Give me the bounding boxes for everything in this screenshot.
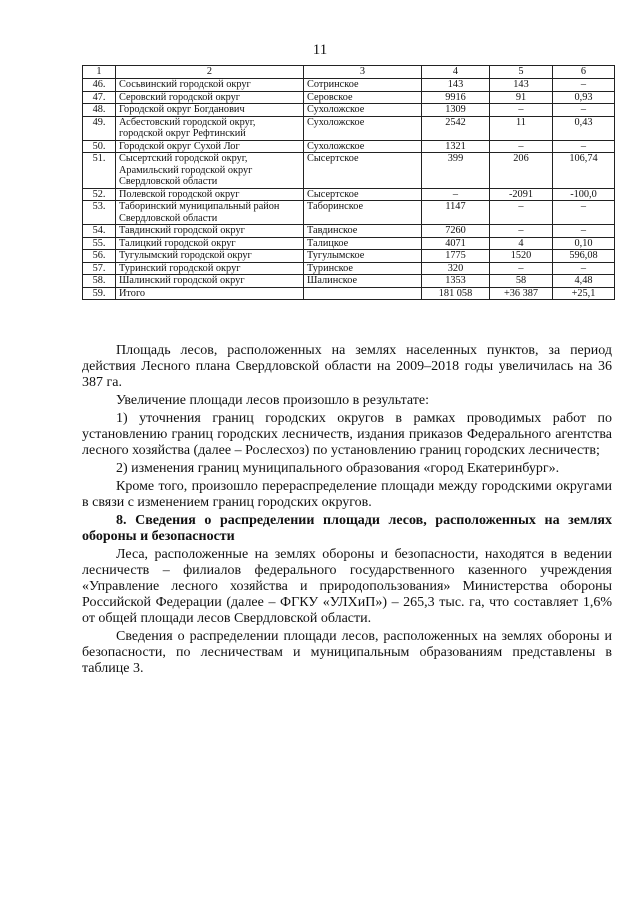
table-cell: 50. xyxy=(83,140,116,153)
table-cell: – xyxy=(422,188,490,201)
table-cell: 596,08 xyxy=(553,250,615,263)
table-cell: Тавдинский городской округ xyxy=(116,225,304,238)
table-cell: 0,43 xyxy=(553,116,615,140)
table-cell: 53. xyxy=(83,201,116,225)
table-cell: 1321 xyxy=(422,140,490,153)
table-row xyxy=(83,140,615,153)
table-cell: – xyxy=(490,201,553,225)
table-row xyxy=(83,201,615,225)
table-cell: 91 xyxy=(490,91,553,104)
table-row xyxy=(83,79,615,92)
table-row xyxy=(83,275,615,288)
table-row xyxy=(83,104,615,117)
forest-area-table xyxy=(82,65,615,300)
column-header: 5 xyxy=(490,66,553,79)
column-header: 1 xyxy=(83,66,116,79)
column-header: 2 xyxy=(116,66,304,79)
paragraph: 1) уточнения границ городских округов в рамках проводимых работ по установлению границ городских лесничеств, издания приказов Федерального агентства лесного хозяйства (далее – Рослесхоз) по установлению границ городских лесничеств; xyxy=(82,411,612,458)
table-row xyxy=(83,188,615,201)
table-cell: Талицкое xyxy=(304,237,422,250)
table-cell: Итого xyxy=(116,287,304,300)
table-cell: Тугулымское xyxy=(304,250,422,263)
table-cell: Сухоложское xyxy=(304,104,422,117)
table-cell: Городской округ Богданович xyxy=(116,104,304,117)
table-header-row xyxy=(83,66,615,79)
table-cell: 399 xyxy=(422,153,490,189)
table-cell: – xyxy=(490,140,553,153)
section-heading: 8. Сведения о распределении площади лесов, расположенных на землях обороны и безопасности xyxy=(82,513,612,544)
table-cell: 56. xyxy=(83,250,116,263)
table-cell: -100,0 xyxy=(553,188,615,201)
table-cell: – xyxy=(553,201,615,225)
table-cell: Сухоложское xyxy=(304,140,422,153)
table-cell: 11 xyxy=(490,116,553,140)
table-cell: Сотринское xyxy=(304,79,422,92)
table-cell: 58. xyxy=(83,275,116,288)
table-cell: 47. xyxy=(83,91,116,104)
table-row xyxy=(83,116,615,140)
table-cell: 143 xyxy=(422,79,490,92)
table-cell: 206 xyxy=(490,153,553,189)
table-cell: 0,93 xyxy=(553,91,615,104)
table-cell: Сысертский городской округ, Арамильский городской округ Свердловской области xyxy=(116,153,304,189)
table-cell: Тугулымский городской округ xyxy=(116,250,304,263)
table-cell: Таборинский муниципальный район Свердловской области xyxy=(116,201,304,225)
table-cell: 51. xyxy=(83,153,116,189)
paragraph: Кроме того, произошло перераспределение площади между городскими округами в связи с изменением границ городских округов. xyxy=(82,479,612,510)
table-cell: Полевской городской округ xyxy=(116,188,304,201)
table-cell: – xyxy=(553,79,615,92)
table-cell: 49. xyxy=(83,116,116,140)
table-cell: 4,48 xyxy=(553,275,615,288)
table-cell: +25,1 xyxy=(553,287,615,300)
table-cell: 4071 xyxy=(422,237,490,250)
paragraph: Леса, расположенные на землях обороны и безопасности, находятся в ведении лесничеств – филиалов федерального государственного казенного учреждения «Управление лесного хозяйства и природопользования» Министерства обороны Российской Федерации (далее – ФГКУ «УЛХиП») – 265,3 тыс. га, что составляет 1,6% от общей площади лесов Свердловской области. xyxy=(82,547,612,626)
table-cell: 48. xyxy=(83,104,116,117)
table-cell: 2542 xyxy=(422,116,490,140)
table-row xyxy=(83,153,615,189)
table-cell: 181 058 xyxy=(422,287,490,300)
table-row xyxy=(83,250,615,263)
table-cell: Тавдинское xyxy=(304,225,422,238)
table-cell: 1775 xyxy=(422,250,490,263)
table-cell: +36 387 xyxy=(490,287,553,300)
table-cell: 46. xyxy=(83,79,116,92)
column-header: 6 xyxy=(553,66,615,79)
table-cell: – xyxy=(553,262,615,275)
table-row xyxy=(83,225,615,238)
column-header: 3 xyxy=(304,66,422,79)
table-cell: 1309 xyxy=(422,104,490,117)
table-cell: Туринское xyxy=(304,262,422,275)
table-row xyxy=(83,287,615,300)
table-cell: 57. xyxy=(83,262,116,275)
table-row xyxy=(83,262,615,275)
table-cell: -2091 xyxy=(490,188,553,201)
table-cell: Сысертское xyxy=(304,188,422,201)
table-cell: 0,10 xyxy=(553,237,615,250)
table-cell: 54. xyxy=(83,225,116,238)
table-cell: 7260 xyxy=(422,225,490,238)
table-cell: Талицкий городской округ xyxy=(116,237,304,250)
table-cell: Серовское xyxy=(304,91,422,104)
table-cell: 143 xyxy=(490,79,553,92)
table-cell: Шалинский городской округ xyxy=(116,275,304,288)
table-cell: Таборинское xyxy=(304,201,422,225)
paragraph: Сведения о распределении площади лесов, расположенных на землях обороны и безопасности, по лесничествам и муниципальным образованиям представлены в таблице 3. xyxy=(82,629,612,676)
table-cell: – xyxy=(553,140,615,153)
table-cell: – xyxy=(553,225,615,238)
page-number: 11 xyxy=(312,42,328,58)
table-cell: Сысертское xyxy=(304,153,422,189)
table-cell: 55. xyxy=(83,237,116,250)
table-cell: – xyxy=(490,262,553,275)
table-cell: 59. xyxy=(83,287,116,300)
paragraph: Площадь лесов, расположенных на землях населенных пунктов, за период действия Лесного плана Свердловской области на 2009–2018 годы увеличилась на 36 387 га. xyxy=(82,343,612,390)
table-row xyxy=(83,237,615,250)
table-cell: 58 xyxy=(490,275,553,288)
table-cell: Городской округ Сухой Лог xyxy=(116,140,304,153)
table-cell: Туринский городской округ xyxy=(116,262,304,275)
table-cell xyxy=(304,287,422,300)
body-text xyxy=(82,343,612,679)
table-cell: – xyxy=(490,225,553,238)
table-row xyxy=(83,91,615,104)
table-cell: 1520 xyxy=(490,250,553,263)
table-cell: Шалинское xyxy=(304,275,422,288)
table-cell: Серовский городской округ xyxy=(116,91,304,104)
table-cell: 106,74 xyxy=(553,153,615,189)
table-cell: 52. xyxy=(83,188,116,201)
column-header: 4 xyxy=(422,66,490,79)
table-cell: Сухоложское xyxy=(304,116,422,140)
table-cell: Асбестовский городской округ, городской округ Рефтинский xyxy=(116,116,304,140)
table-cell: Сосьвинский городской округ xyxy=(116,79,304,92)
table-cell: 1147 xyxy=(422,201,490,225)
table-cell: – xyxy=(490,104,553,117)
paragraph: 2) изменения границ муниципального образования «город Екатеринбург». xyxy=(116,461,560,476)
table-cell: 9916 xyxy=(422,91,490,104)
table-cell: 4 xyxy=(490,237,553,250)
table-cell: 1353 xyxy=(422,275,490,288)
table-cell: 320 xyxy=(422,262,490,275)
table-cell: – xyxy=(553,104,615,117)
paragraph: Увеличение площади лесов произошло в результате: xyxy=(116,393,429,408)
